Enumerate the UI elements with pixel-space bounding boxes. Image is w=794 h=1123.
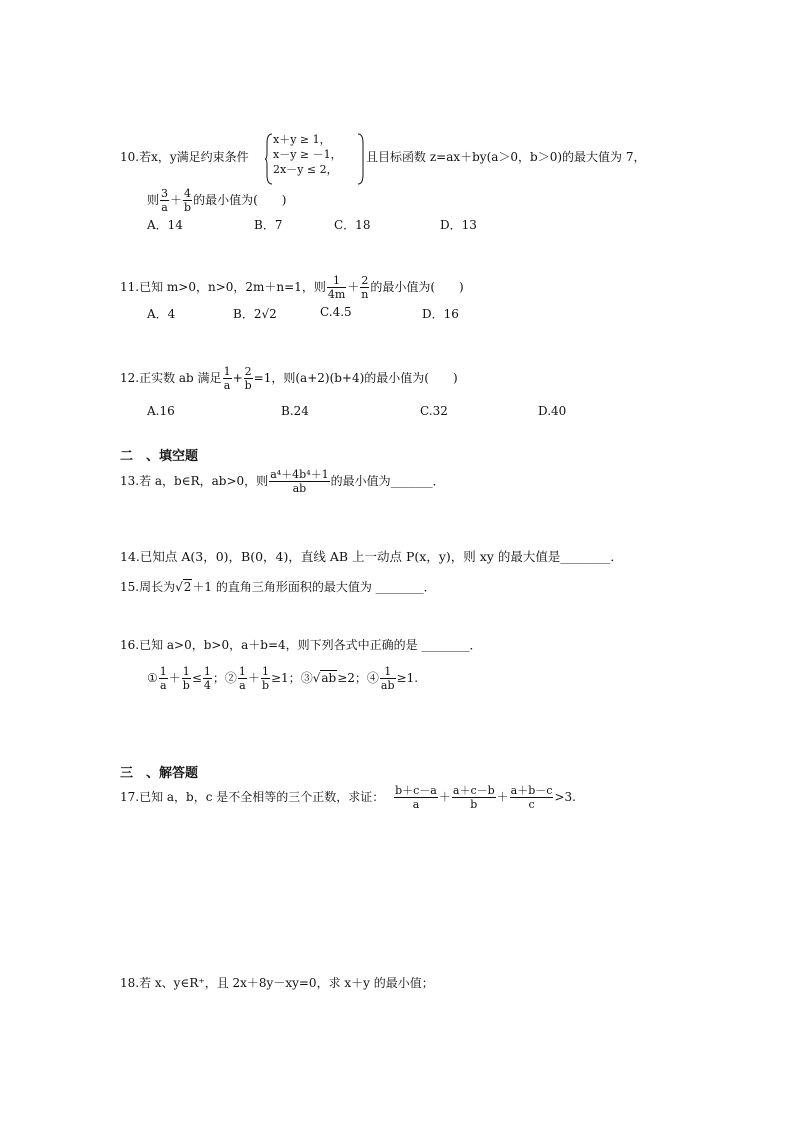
q10-option-d: D．13: [440, 218, 477, 232]
q16-frac-1-over-b-2: $\frac{1}{b}$: [261, 665, 269, 692]
q17-stem: [120, 780, 576, 814]
section-fill-in-heading: 二 、填空题: [120, 449, 199, 464]
q12-option-d: D.40: [538, 404, 567, 418]
q11-suffix: 的最小值为( ): [370, 280, 464, 294]
q10-left-brace: [265, 133, 273, 185]
q12-stem: [120, 364, 458, 392]
q10-frac-4-over-b: $\frac{4}{b}$: [184, 187, 192, 214]
q10-constraint-2: x－y ≥ －1，: [273, 148, 342, 161]
q17-frac-3: $\frac{a+b-c}{c}$: [510, 784, 553, 811]
q16-rel-1: ≤: [191, 671, 202, 685]
q17-suffix: >3.: [554, 790, 576, 804]
q10-option-b: B．7: [254, 218, 283, 232]
q15-stem: [120, 580, 436, 594]
q16-sep-1: ；: [212, 671, 225, 685]
q10-option-a: A．14: [147, 218, 183, 232]
q18-stem: 18.若 x、y∈R⁺，且 2x＋8y－xy=0，求 x＋y 的最小值；: [120, 976, 434, 990]
q10-suffix: 且目标函数 z=ax＋by(a＞0，b＞0)的最大值为 7，: [366, 150, 646, 164]
q17-frac-2: $\frac{a+c-b}{b}$: [452, 784, 495, 811]
q16-rel-2: ≥1；: [270, 671, 301, 685]
q12-frac-1-over-a: $\frac{1}{a}$: [223, 365, 231, 392]
q12-suffix: =1，则(a+2)(b+4)的最小值为( ): [253, 371, 458, 385]
q16-choices: ① $\frac{1}{a}$ ＋ $\frac{1}{b}$ ≤ $\frac{1}{4}$ ；② $\frac{1}{a}$ ＋ $\frac{1}{b}$ ≥1；③√ab≥2；④ $\frac{1}{ab}$ ≥1.: [147, 665, 419, 692]
q16-rel-4: ≥1.: [396, 671, 419, 685]
q14-stem: 14.已知点 A(3，0)，B(0，4)，直线 AB 上一动点 P(x，y)，则 xy 的最大值是________．: [120, 549, 623, 564]
q15-suffix: ＋1 的直角三角形面积的最大值为 ________．: [192, 580, 436, 594]
q10-right-brace: [357, 133, 365, 185]
q16-choice-3-marker: ③: [300, 671, 313, 685]
q10-constraint-3: 2x－y ≤ 2，: [273, 163, 338, 176]
q15-radicand: 2: [183, 580, 192, 594]
q10-stem: [120, 150, 249, 164]
q11-option-c: C.4.5: [320, 305, 352, 319]
q12-plus: +: [232, 371, 243, 385]
q10-constraints: [273, 132, 342, 177]
q16-rel-3: ≥2；: [337, 671, 367, 685]
q15-sqrt: √2: [175, 580, 192, 594]
q17-plus-2: ＋: [496, 790, 509, 804]
q11-stem: [120, 273, 464, 301]
q16-choice-1-marker: ①: [147, 671, 158, 685]
q16-sqrt-ab: √ab: [312, 671, 337, 685]
q16-frac-1-over-a: $\frac{1}{a}$: [159, 665, 167, 692]
q10-stem-suffix: [366, 150, 646, 164]
q11-prefix: 11.已知 m>0，n>0，2m＋n=1，则: [120, 280, 326, 294]
q11-option-a: A．4: [147, 307, 176, 321]
q15-prefix: 15.周长为: [120, 580, 176, 594]
q12-option-b: B.24: [281, 404, 309, 418]
q16-frac-1-over-ab: $\frac{1}{ab}$: [380, 665, 395, 692]
q16-stem: 16.已知 a>0，b>0，a＋b=4，则下列各式中正确的是 ________．: [120, 638, 482, 652]
q13-stem: [120, 466, 445, 496]
q13-prefix: 13.若 a，b∈R，ab>0，则: [120, 474, 269, 488]
q13-fraction: $\frac{\text{a⁴＋4b⁴＋1}}{ab}$: [270, 468, 329, 495]
section-answer-heading: 三 、解答题: [120, 766, 199, 781]
q11-option-b: B．2√2: [233, 307, 277, 321]
q11-frac-2-over-n: $\frac{2}{n}$: [361, 274, 369, 301]
q10-line2: [147, 186, 286, 214]
q17-frac-1: $\frac{b+c-a}{a}$: [395, 784, 437, 811]
q16-choice-4-marker: ④: [366, 671, 379, 685]
q11-plus: ＋: [347, 280, 360, 294]
q10-constraint-1: x＋y ≥ 1，: [273, 133, 331, 146]
q10-then: 则: [147, 193, 160, 207]
q10-frac-3-over-a: $\frac{3}{a}$: [161, 187, 169, 214]
q17-prefix: 17.已知 a，b，c 是不全相等的三个正数，求证：: [120, 790, 385, 804]
q10-option-c: C．18: [334, 218, 371, 232]
q11-frac-1-over-4m: $\frac{1}{4m}$: [327, 274, 346, 301]
q10-prefix: 10.若x，y满足约束条件: [120, 150, 249, 164]
q12-frac-2-over-b: $\frac{2}{b}$: [244, 365, 252, 392]
q12-prefix: 12.正实数 ab 满足: [120, 371, 222, 385]
q16-frac-1-over-b: $\frac{1}{b}$: [182, 665, 190, 692]
q16-frac-1-over-4: $\frac{1}{4}$: [203, 665, 211, 692]
q17-plus-1: ＋: [438, 790, 451, 804]
q12-option-a: A.16: [147, 404, 175, 418]
q16-frac-1-over-a-2: $\frac{1}{a}$: [238, 665, 246, 692]
q10-plus: ＋: [170, 193, 183, 207]
q16-choice-2-marker: ②: [224, 671, 237, 685]
q12-option-c: C.32: [420, 404, 448, 418]
q10-ask: 的最小值为( ): [193, 193, 287, 207]
q11-option-d: D．16: [422, 307, 459, 321]
q13-suffix: 的最小值为_______．: [330, 474, 445, 488]
